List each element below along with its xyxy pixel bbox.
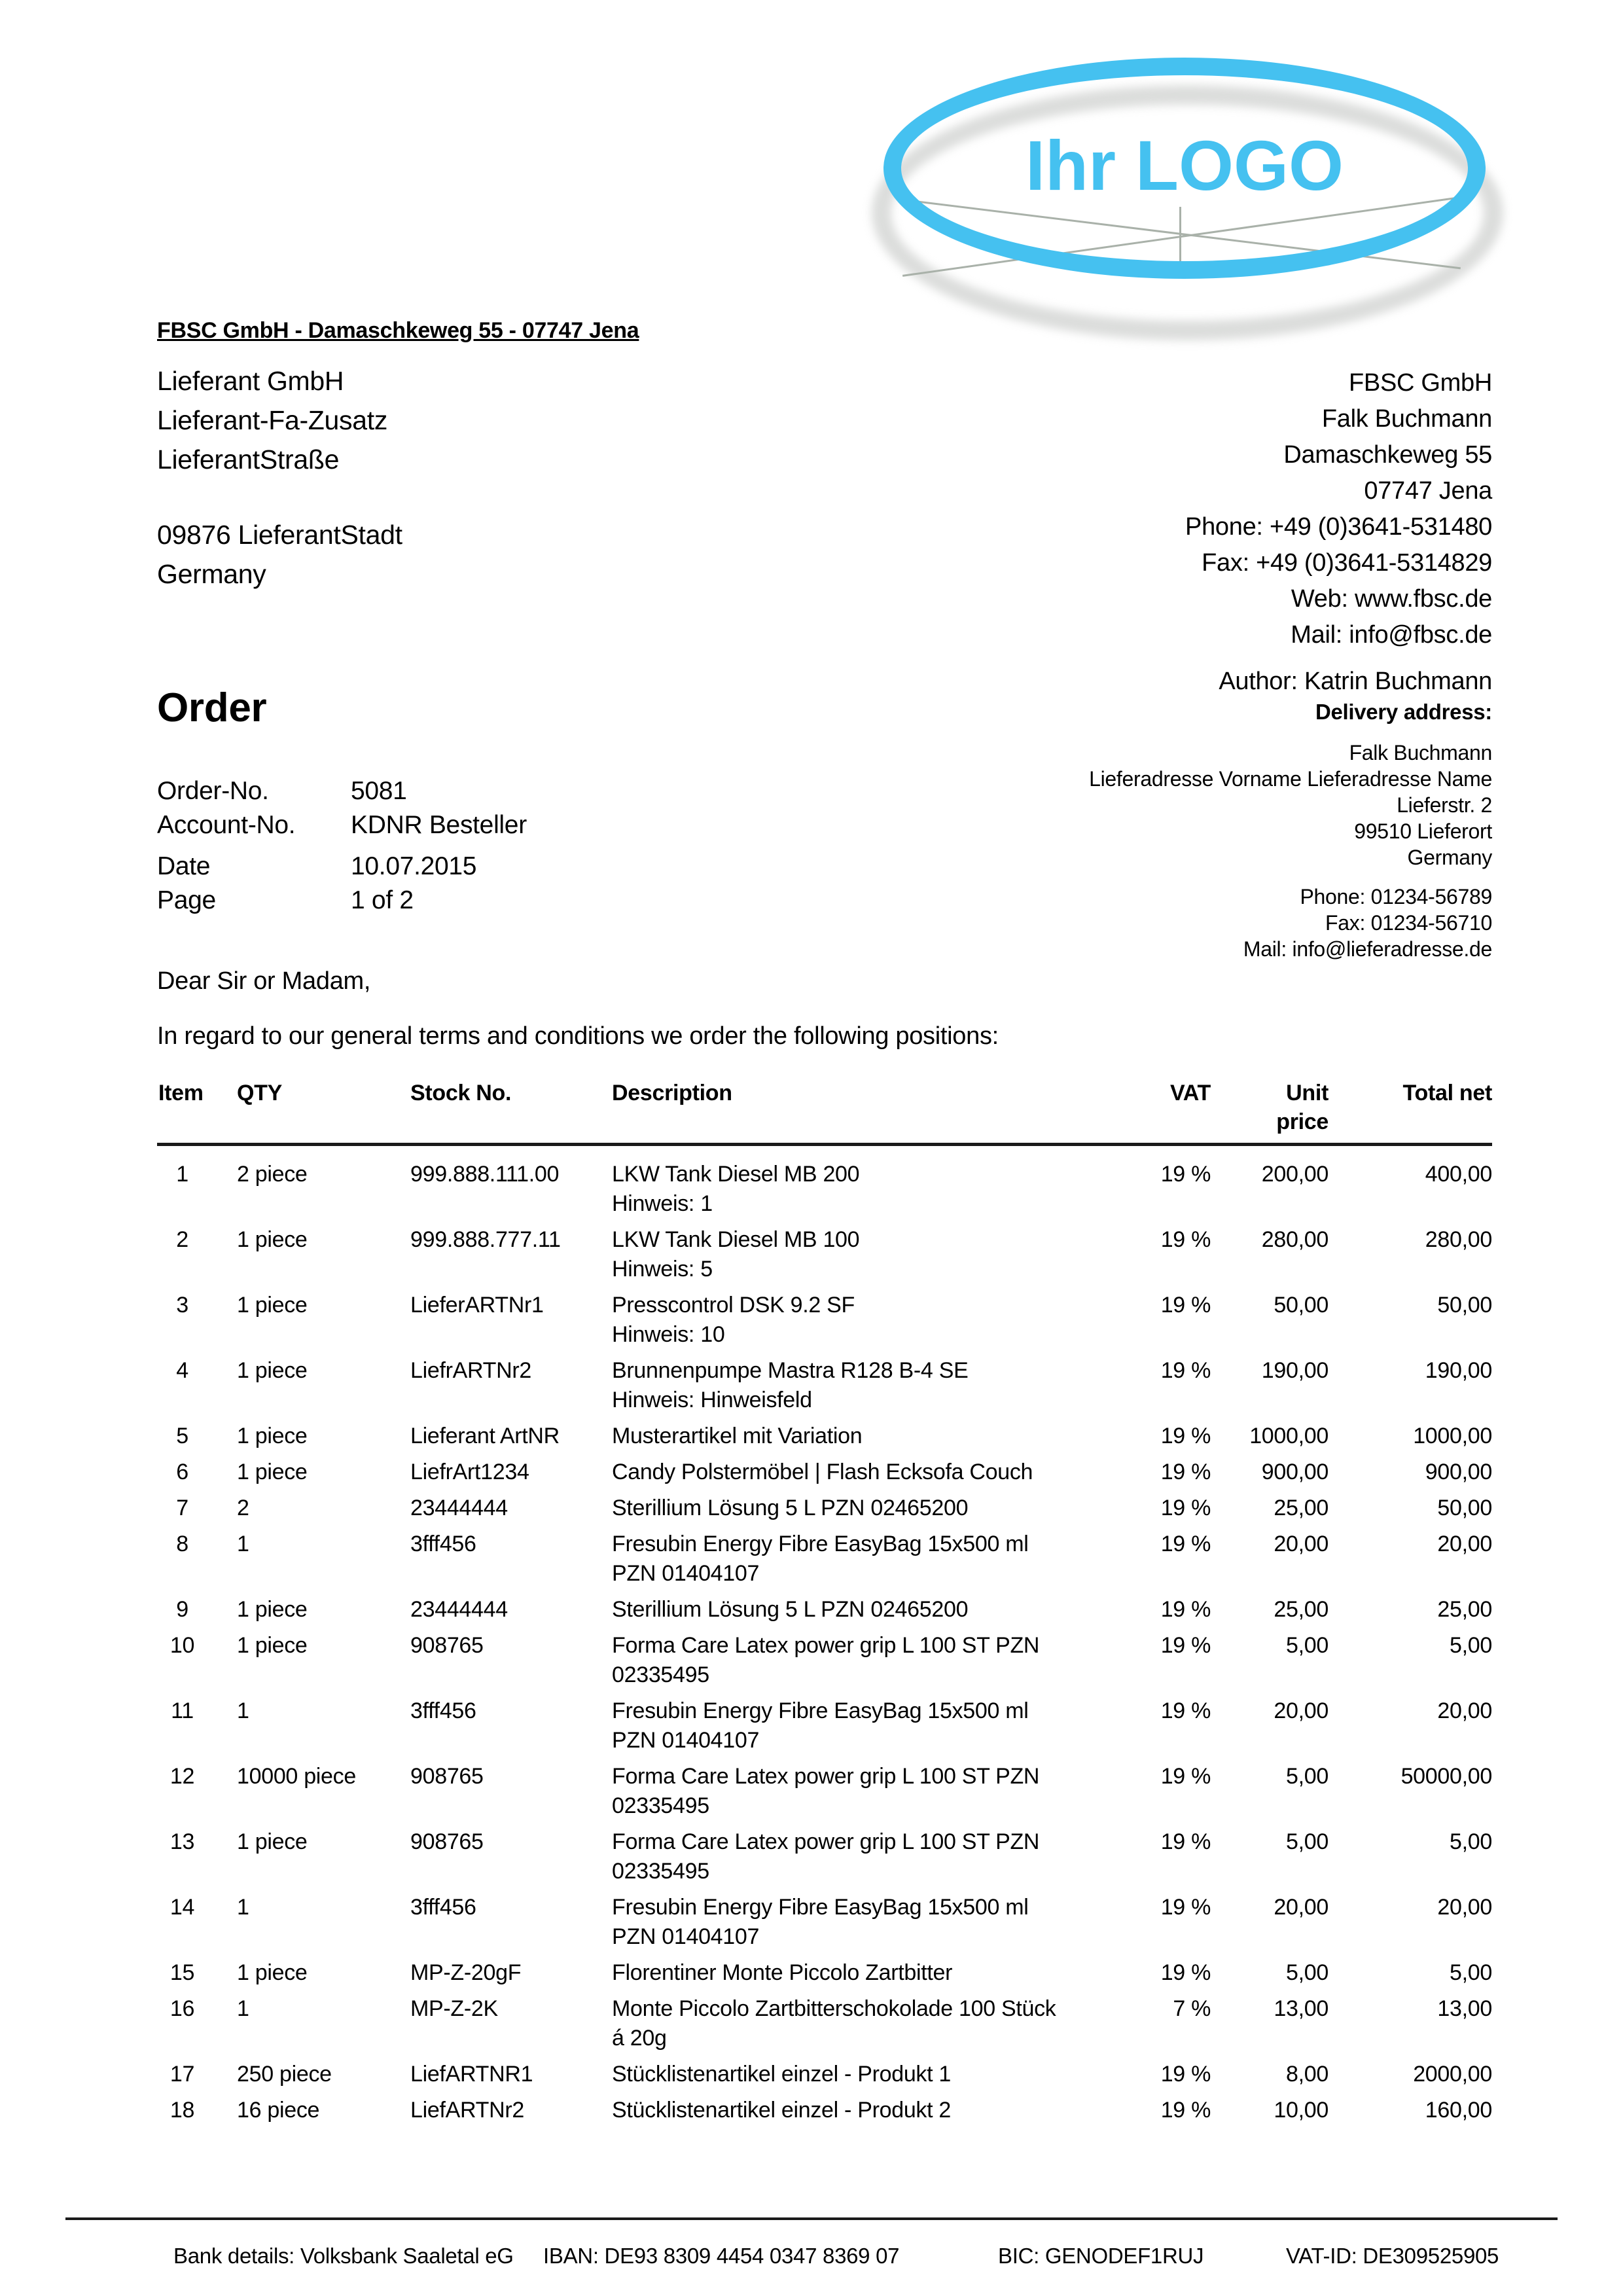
total-net-cell: 50000,00 — [1400, 1764, 1492, 1789]
unit-price-cell: 1000,00 — [1249, 1424, 1329, 1448]
qty-cell: 1 piece — [237, 1597, 308, 1622]
header-vat: VAT — [1169, 1081, 1211, 1105]
order-item-row — [157, 1955, 1492, 1991]
footer-divider — [65, 2217, 1558, 2220]
vat-cell: 19 % — [1160, 1460, 1211, 1484]
company-logo — [883, 58, 1486, 279]
item-cell: 13 — [169, 1829, 195, 1854]
order-item-row — [157, 2092, 1492, 2128]
item-cell: 12 — [169, 1764, 195, 1789]
unit-price-cell: 8,00 — [1286, 2062, 1329, 2087]
total-net-cell: 1000,00 — [1413, 1424, 1492, 1448]
item-cell: 4 — [176, 1358, 188, 1383]
description-cell: Presscontrol DSK 9.2 SF Hinweis: 10 — [612, 1293, 855, 1347]
total-net-cell: 50,00 — [1437, 1293, 1492, 1318]
unit-price-cell: 20,00 — [1274, 1532, 1329, 1556]
item-cell: 1 — [176, 1162, 188, 1187]
salutation: Dear Sir or Madam, — [157, 967, 371, 995]
qty-cell: 1 piece — [237, 1424, 308, 1448]
stock-no-cell: LiefrARTNr2 — [410, 1358, 532, 1383]
order-item-row — [157, 1759, 1492, 1824]
unit-price-cell: 25,00 — [1274, 1597, 1329, 1622]
item-cell: 2 — [176, 1227, 188, 1252]
unit-price-cell: 900,00 — [1261, 1460, 1329, 1484]
item-cell: 5 — [176, 1424, 188, 1448]
total-net-cell: 25,00 — [1437, 1597, 1492, 1622]
order-item-row — [157, 1890, 1492, 1955]
vat-cell: 19 % — [1160, 1698, 1211, 1723]
unit-price-cell: 5,00 — [1286, 1764, 1329, 1789]
order-item-row — [157, 1287, 1492, 1353]
order-item-row — [157, 1526, 1492, 1592]
header-description: Description — [612, 1081, 732, 1105]
account-no-label: Account-No. — [157, 811, 296, 839]
vat-cell: 19 % — [1160, 1162, 1211, 1187]
qty-cell: 2 piece — [237, 1162, 308, 1187]
total-net-cell: 5,00 — [1450, 1633, 1492, 1658]
vat-cell: 19 % — [1160, 1358, 1211, 1383]
qty-cell: 1 — [237, 1698, 249, 1723]
bank-name: Bank details: Volksbank Saaletal eG — [173, 2244, 514, 2268]
vat-cell: 19 % — [1160, 1960, 1211, 1985]
vat-id: VAT-ID: DE309525905 — [1286, 2244, 1499, 2268]
logo-text: Ihr LOGO — [1026, 125, 1344, 205]
total-net-cell: 20,00 — [1437, 1532, 1492, 1556]
stock-no-cell: Lieferant ArtNR — [410, 1424, 560, 1448]
qty-cell: 1 piece — [237, 1358, 308, 1383]
delivery-address-heading: Delivery address: — [1315, 700, 1492, 724]
recipient-name-lines: Lieferant GmbH Lieferant-Fa-Zusatz LieferantStraße — [157, 366, 388, 475]
total-net-cell: 2000,00 — [1413, 2062, 1492, 2087]
unit-price-cell: 5,00 — [1286, 1633, 1329, 1658]
order-no-label: Order-No. — [157, 777, 269, 805]
description-cell: Sterillium Lösung 5 L PZN 02465200 — [612, 1496, 969, 1520]
recipient-city-lines: 09876 LieferantStadt Germany — [157, 520, 402, 589]
vat-cell: 7 % — [1173, 1996, 1211, 2021]
total-net-cell: 160,00 — [1425, 2098, 1492, 2123]
sender-return-address: FBSC GmbH - Damaschkeweg 55 - 07747 Jena — [157, 318, 639, 343]
qty-cell: 1 — [237, 1996, 249, 2021]
stock-no-cell: LiefrArt1234 — [410, 1460, 529, 1484]
item-cell: 3 — [176, 1293, 188, 1318]
description-cell: Florentiner Monte Piccolo Zartbitter — [612, 1960, 953, 1985]
delivery-address-lines: Falk Buchmann Lieferadresse Vorname Lieferadresse Name Lieferstr. 2 99510 Lieferort Germany — [1089, 741, 1492, 869]
item-cell: 6 — [176, 1460, 188, 1484]
item-cell: 15 — [169, 1960, 195, 1985]
vat-cell: 19 % — [1160, 1293, 1211, 1318]
order-item-row — [157, 1353, 1492, 1418]
description-cell: Brunnenpumpe Mastra R128 B-4 SE Hinweis: Hinweisfeld — [612, 1358, 969, 1412]
order-item-row — [157, 1592, 1492, 1628]
qty-cell: 1 — [237, 1532, 249, 1556]
total-net-cell: 50,00 — [1437, 1496, 1492, 1520]
order-items-body — [157, 1146, 1492, 2128]
stock-no-cell: 23444444 — [410, 1597, 508, 1622]
total-net-cell: 5,00 — [1450, 1960, 1492, 1985]
vat-cell: 19 % — [1160, 1633, 1211, 1658]
order-item-row — [157, 1222, 1492, 1287]
vat-cell: 19 % — [1160, 2098, 1211, 2123]
item-cell: 10 — [169, 1633, 195, 1658]
order-item-row — [157, 1824, 1492, 1890]
total-net-cell: 900,00 — [1425, 1460, 1492, 1484]
description-cell: Fresubin Energy Fibre EasyBag 15x500 ml PZN 01404107 — [612, 1895, 1029, 1949]
order-item-row — [157, 1157, 1492, 1222]
total-net-cell: 400,00 — [1425, 1162, 1492, 1187]
item-cell: 8 — [176, 1532, 188, 1556]
order-meta-row — [157, 774, 527, 808]
unit-price-cell: 5,00 — [1286, 1829, 1329, 1854]
qty-cell: 1 piece — [237, 1460, 308, 1484]
total-net-cell: 20,00 — [1437, 1698, 1492, 1723]
stock-no-cell: 908765 — [410, 1633, 484, 1658]
delivery-contact-lines: Phone: 01234-56789 Fax: 01234-56710 Mail: info@lieferadresse.de — [1243, 885, 1492, 961]
item-cell: 17 — [169, 2062, 195, 2087]
item-cell: 9 — [176, 1597, 188, 1622]
qty-cell: 1 piece — [237, 1293, 308, 1318]
account-no-value: KDNR Besteller — [351, 811, 527, 839]
unit-price-cell: 5,00 — [1286, 1960, 1329, 1985]
header-total-net: Total net — [1402, 1081, 1492, 1105]
order-meta-row — [157, 884, 527, 918]
order-item-row — [157, 1991, 1492, 2056]
description-cell: Sterillium Lösung 5 L PZN 02465200 — [612, 1597, 969, 1622]
unit-price-cell: 200,00 — [1261, 1162, 1329, 1187]
stock-no-cell: 999.888.111.00 — [410, 1162, 560, 1187]
stock-no-cell: 3fff456 — [410, 1698, 476, 1723]
description-cell: Fresubin Energy Fibre EasyBag 15x500 ml PZN 01404107 — [612, 1532, 1029, 1586]
iban: IBAN: DE93 8309 4454 0347 8369 07 — [543, 2244, 900, 2268]
stock-no-cell: MP-Z-20gF — [410, 1960, 522, 1985]
item-cell: 7 — [176, 1496, 188, 1520]
item-cell: 18 — [169, 2098, 195, 2123]
item-cell: 11 — [171, 1698, 194, 1723]
vat-cell: 19 % — [1160, 1895, 1211, 1920]
total-net-cell: 190,00 — [1425, 1358, 1492, 1383]
description-cell: Stücklistenartikel einzel - Produkt 1 — [612, 2062, 952, 2087]
description-cell: LKW Tank Diesel MB 200 Hinweis: 1 — [612, 1162, 860, 1216]
order-meta-row — [157, 850, 527, 884]
bic: BIC: GENODEF1RUJ — [998, 2244, 1204, 2268]
item-cell: 14 — [169, 1895, 195, 1920]
date-label: Date — [157, 852, 211, 880]
company-info-block — [1185, 365, 1492, 700]
header-unit-price: Unit price — [1276, 1081, 1329, 1134]
header-stock-no: Stock No. — [410, 1081, 512, 1105]
vat-cell: 19 % — [1160, 1532, 1211, 1556]
total-net-cell: 280,00 — [1425, 1227, 1492, 1252]
unit-price-cell: 20,00 — [1274, 1895, 1329, 1920]
order-items-table — [157, 1073, 1492, 2128]
order-item-row — [157, 1628, 1492, 1693]
date-value: 10.07.2015 — [351, 852, 477, 880]
author-line: Author: Katrin Buchmann — [1219, 668, 1492, 695]
qty-cell: 16 piece — [237, 2098, 320, 2123]
company-info-lines: FBSC GmbH Falk Buchmann Damaschkeweg 55 07747 Jena Phone: +49 (0)3641-531480 Fax: +49 (0)3641-5314829 Web: www.fbsc.de Mail: info@fbsc.de — [1185, 369, 1492, 649]
total-net-cell: 20,00 — [1437, 1895, 1492, 1920]
total-net-cell: 5,00 — [1450, 1829, 1492, 1854]
description-cell: Forma Care Latex power grip L 100 ST PZN 02335495 — [612, 1633, 1040, 1687]
vat-cell: 19 % — [1160, 2062, 1211, 2087]
description-cell: Forma Care Latex power grip L 100 ST PZN 02335495 — [612, 1829, 1040, 1884]
unit-price-cell: 25,00 — [1274, 1496, 1329, 1520]
description-cell: Fresubin Energy Fibre EasyBag 15x500 ml PZN 01404107 — [612, 1698, 1029, 1753]
order-item-row — [157, 1454, 1492, 1490]
stock-no-cell: 999.888.777.11 — [410, 1227, 561, 1252]
qty-cell: 1 — [237, 1895, 249, 1920]
item-cell: 16 — [169, 1996, 195, 2021]
delivery-address-block — [1089, 699, 1492, 962]
recipient-address-block — [157, 361, 402, 594]
order-item-row — [157, 1490, 1492, 1526]
qty-cell: 1 piece — [237, 1633, 308, 1658]
stock-no-cell: 23444444 — [410, 1496, 508, 1520]
order-items-header — [157, 1073, 1492, 1146]
vat-cell: 19 % — [1160, 1829, 1211, 1854]
qty-cell: 1 piece — [237, 1960, 308, 1985]
stock-no-cell: 908765 — [410, 1829, 484, 1854]
header-qty: QTY — [237, 1081, 282, 1105]
qty-cell: 1 piece — [237, 1227, 308, 1252]
description-cell: LKW Tank Diesel MB 100 Hinweis: 5 — [612, 1227, 860, 1282]
unit-price-cell: 20,00 — [1274, 1698, 1329, 1723]
unit-price-cell: 50,00 — [1274, 1293, 1329, 1318]
order-no-value: 5081 — [351, 777, 407, 805]
description-cell: Stücklistenartikel einzel - Produkt 2 — [612, 2098, 952, 2123]
stock-no-cell: 908765 — [410, 1764, 484, 1789]
order-meta-table — [157, 774, 527, 918]
logo-ellipse — [883, 58, 1486, 279]
order-meta-row — [157, 808, 527, 842]
vat-cell: 19 % — [1160, 1227, 1211, 1252]
order-item-row — [157, 1693, 1492, 1759]
vat-cell: 19 % — [1160, 1764, 1211, 1789]
order-item-row — [157, 2056, 1492, 2092]
order-item-row — [157, 1418, 1492, 1454]
vat-cell: 19 % — [1160, 1496, 1211, 1520]
qty-cell: 10000 piece — [237, 1764, 356, 1789]
stock-no-cell: 3fff456 — [410, 1532, 476, 1556]
unit-price-cell: 10,00 — [1274, 2098, 1329, 2123]
qty-cell: 1 piece — [237, 1829, 308, 1854]
vat-cell: 19 % — [1160, 1597, 1211, 1622]
description-cell: Candy Polstermöbel | Flash Ecksofa Couch — [612, 1460, 1033, 1484]
total-net-cell: 13,00 — [1437, 1996, 1492, 2021]
qty-cell: 250 piece — [237, 2062, 332, 2087]
stock-no-cell: LieferARTNr1 — [410, 1293, 544, 1318]
qty-cell: 2 — [237, 1496, 249, 1520]
intro-sentence: In regard to our general terms and conditions we order the following positions: — [157, 1022, 999, 1050]
unit-price-cell: 280,00 — [1261, 1227, 1329, 1252]
stock-no-cell: 3fff456 — [410, 1895, 476, 1920]
header-item: Item — [158, 1081, 204, 1105]
description-cell: Forma Care Latex power grip L 100 ST PZN 02335495 — [612, 1764, 1040, 1818]
description-cell: Monte Piccolo Zartbitterschokolade 100 Stück á 20g — [612, 1996, 1056, 2051]
stock-no-cell: MP-Z-2K — [410, 1996, 498, 2021]
stock-no-cell: LiefARTNR1 — [410, 2062, 533, 2087]
vat-cell: 19 % — [1160, 1424, 1211, 1448]
stock-no-cell: LiefARTNr2 — [410, 2098, 524, 2123]
unit-price-cell: 190,00 — [1261, 1358, 1329, 1383]
description-cell: Musterartikel mit Variation — [612, 1424, 863, 1448]
unit-price-cell: 13,00 — [1274, 1996, 1329, 2021]
page-title: Order — [157, 685, 267, 730]
page-value: 1 of 2 — [351, 886, 414, 914]
page-label: Page — [157, 886, 216, 914]
